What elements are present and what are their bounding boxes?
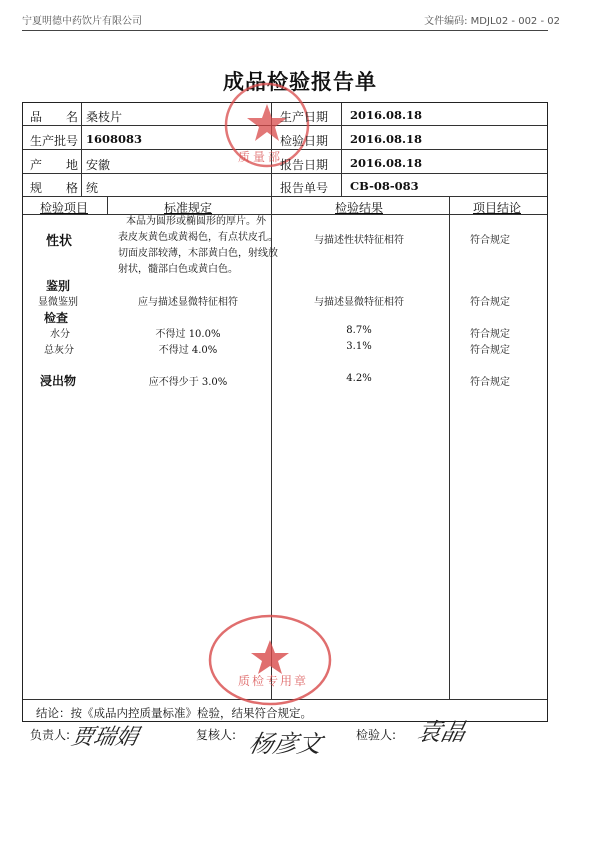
- item-zonghuifen: 总灰分: [44, 345, 74, 356]
- report-no-label: 报告单号: [280, 181, 329, 195]
- conclusion-zonghuifen: 符合规定: [470, 345, 510, 356]
- report-date-value: 2016.08.18: [350, 156, 423, 170]
- company-header: 宁夏明德中药饮片有限公司: [22, 16, 142, 27]
- standard-line: 切面皮部较薄，木部黄白色，射线放: [118, 248, 278, 259]
- col-header-conclusion: 项目结论: [472, 201, 521, 215]
- batch-label: 生产批号: [30, 134, 79, 148]
- col-header-result: 检验结果: [334, 201, 383, 215]
- result-xingzhuang: 与描述性状特征相符: [314, 235, 404, 246]
- standard-line: 射状，髓部白色或黄白色。: [118, 264, 238, 275]
- conclusion-jinchuwu: 符合规定: [470, 377, 510, 388]
- standard-shuifen: 不得过 10.0%: [155, 329, 221, 340]
- standard-jinchuwu: 应不得少于 3.0%: [148, 377, 228, 388]
- origin-label: 产 地: [30, 158, 79, 172]
- star-icon: [251, 640, 289, 674]
- batch-value: 1608083: [86, 132, 143, 146]
- report-no-value: CB-08-083: [350, 179, 419, 193]
- reviewer-label: 复核人:: [196, 728, 237, 742]
- item-jianbie: 鉴别: [46, 279, 71, 293]
- result-xianwei: 与描述显微特征相符: [314, 297, 404, 308]
- spec-label: 规 格: [30, 181, 79, 195]
- row-divider: [23, 196, 547, 197]
- spec-value: 统: [86, 181, 99, 195]
- product-name-label: 品 名: [30, 110, 79, 124]
- conclusion-text: 结论：按《成品内控质量标准》检验，结果符合规定。: [36, 706, 312, 720]
- test-date-label: 检验日期: [280, 134, 329, 148]
- standard-zonghuifen: 不得过 4.0%: [158, 345, 218, 356]
- prod-date-value: 2016.08.18: [350, 108, 423, 122]
- responsible-signature: 贾瑞娟: [68, 725, 141, 750]
- item-shuifen: 水分: [50, 329, 70, 340]
- conclusion-xianwei: 符合规定: [470, 297, 510, 308]
- reviewer-signature: 杨彦文: [246, 730, 325, 758]
- standard-line: 本品为圆形或椭圆形的厚片。外: [126, 216, 266, 227]
- qc-seal-text: 质检专用章: [238, 674, 309, 688]
- inspector-label: 检验人:: [356, 728, 397, 742]
- item-jiancha: 检查: [44, 311, 69, 325]
- conclusion-xingzhuang: 符合规定: [470, 235, 510, 246]
- item-jinchuwu: 浸出物: [40, 374, 77, 388]
- qc-seal-stamp: [205, 610, 335, 710]
- standard-xingzhuang: [118, 214, 278, 278]
- doc-number-label: 文件编码:: [424, 16, 468, 27]
- origin-value: 安徽: [86, 158, 111, 172]
- prod-date-label: 生产日期: [280, 110, 329, 124]
- col-divider: [341, 103, 342, 196]
- conclusion-shuifen: 符合规定: [470, 329, 510, 340]
- quality-dept-stamp-text: 质量部: [238, 150, 284, 164]
- page-title: 成品检验报告单: [223, 70, 377, 94]
- result-zonghuifen: 3.1%: [346, 341, 372, 352]
- header-divider: [22, 30, 548, 31]
- doc-number: [424, 12, 560, 27]
- col-header-standard: 标准规定: [163, 201, 212, 215]
- col-divider: [449, 196, 450, 699]
- report-date-label: 报告日期: [280, 158, 329, 172]
- inspector-signature: 袁晶: [414, 718, 469, 746]
- test-date-value: 2016.08.18: [350, 132, 423, 146]
- standard-xianwei: 应与描述显微特征相符: [138, 297, 238, 308]
- item-xingzhuang: 性状: [46, 234, 73, 249]
- col-divider: [81, 103, 82, 196]
- doc-number-value: MDJL02 - 002 - 02: [470, 16, 560, 27]
- standard-line: 表皮灰黄色或黄褐色，有点状皮孔。: [118, 232, 278, 243]
- product-name-value: 桑枝片: [86, 110, 123, 124]
- item-xianwei: 显微鉴别: [38, 297, 78, 308]
- result-jinchuwu: 4.2%: [346, 373, 372, 384]
- row-divider: [23, 173, 547, 174]
- responsible-label: 负责人:: [30, 728, 71, 742]
- result-shuifen: 8.7%: [346, 325, 372, 336]
- col-header-item: 检验项目: [39, 201, 88, 215]
